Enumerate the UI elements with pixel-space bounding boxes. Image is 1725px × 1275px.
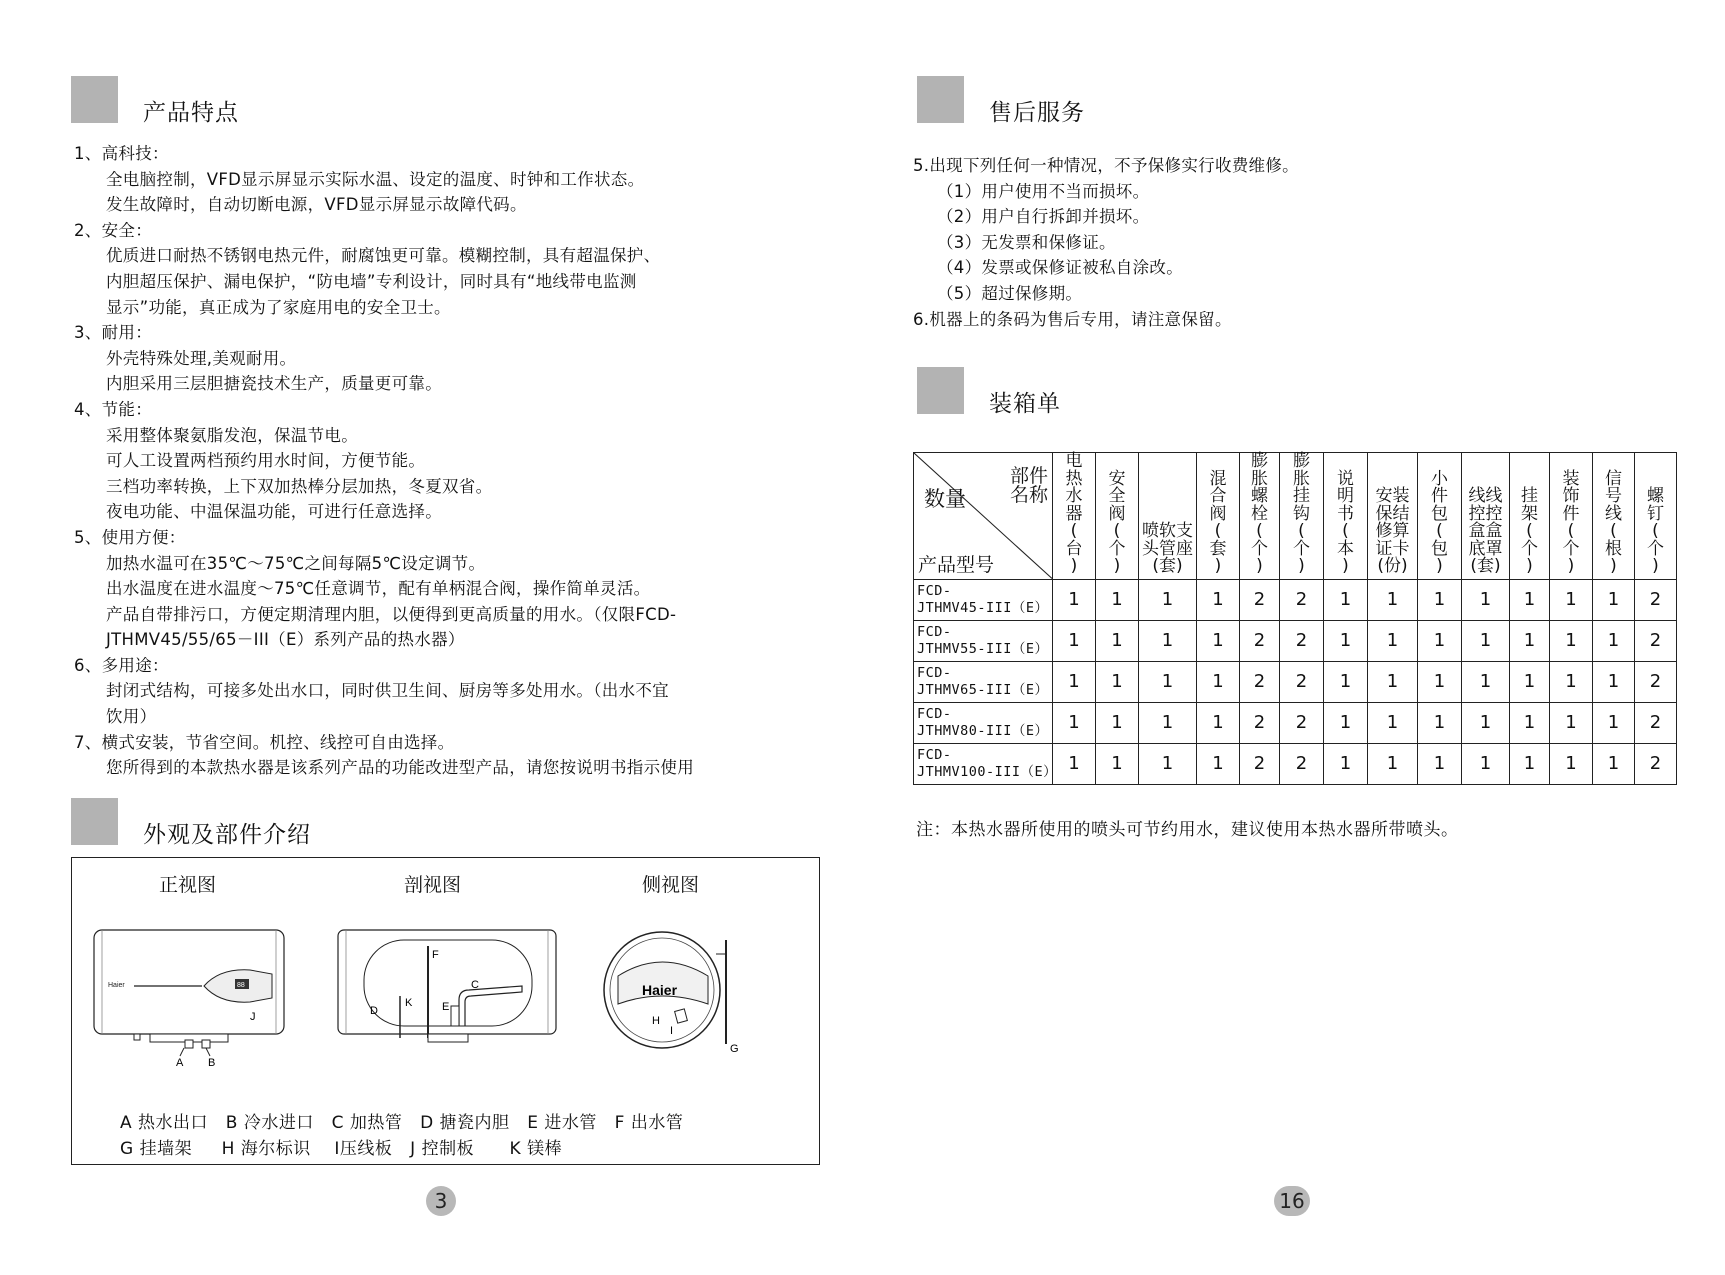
quantity-cell: 1 xyxy=(1197,702,1240,743)
col-header: 安装保结修算证卡(份) xyxy=(1368,453,1418,580)
quantity-cell: 2 xyxy=(1240,743,1280,784)
feature-line: 1、高科技： xyxy=(74,144,169,163)
front-logo: Haier xyxy=(108,982,125,989)
quantity-cell: 1 xyxy=(1510,661,1550,702)
side-logo: Haier xyxy=(642,982,678,998)
feature-line: 三档功率转换，上下双加热棒分层加热，冬夏双省。 xyxy=(106,476,493,496)
features-title: 产品特点 xyxy=(143,100,239,126)
corner-model-label: 产品型号 xyxy=(918,554,995,576)
page-number-left: 3 xyxy=(426,1186,456,1216)
quantity-cell: 1 xyxy=(1593,661,1635,702)
model-cell: FCD- JTHMV45-III（E） xyxy=(914,579,1053,620)
quantity-cell: 1 xyxy=(1593,620,1635,661)
packing-title: 装箱单 xyxy=(989,391,1061,417)
quantity-cell: 2 xyxy=(1280,661,1324,702)
quantity-cell: 1 xyxy=(1550,579,1593,620)
legend-item: H 海尔标识 xyxy=(221,1139,311,1159)
callout-j: J xyxy=(250,1011,256,1023)
feature-line: 加热水温可在35℃～75℃之间每隔5℃设定调节。 xyxy=(106,553,486,573)
feature-line: 全电脑控制，VFD显示屏显示实际水温、设定的温度、时钟和工作状态。 xyxy=(106,169,645,189)
quantity-cell: 1 xyxy=(1139,579,1197,620)
col-header: 安全阀(个) xyxy=(1096,453,1139,580)
callout-k: K xyxy=(405,997,413,1009)
quantity-cell: 2 xyxy=(1280,702,1324,743)
table-row xyxy=(914,702,1677,743)
table-header-row xyxy=(914,453,1677,580)
quantity-cell: 1 xyxy=(1418,620,1462,661)
quantity-cell: 1 xyxy=(1324,579,1368,620)
col-header: 混合阀(套) xyxy=(1197,453,1240,580)
model-cell: FCD- JTHMV80-III（E） xyxy=(914,702,1053,743)
quantity-cell: 1 xyxy=(1053,743,1096,784)
feature-line: JTHMV45/55/65－III（E）系列产品的热水器） xyxy=(106,630,465,650)
quantity-cell: 1 xyxy=(1053,702,1096,743)
model-cell: FCD- JTHMV55-III（E） xyxy=(914,620,1053,661)
quantity-cell: 1 xyxy=(1550,743,1593,784)
corner-quantity-label: 数量 xyxy=(924,487,966,511)
front-view-title: 正视图 xyxy=(159,874,217,896)
feature-line: 4、节能： xyxy=(74,399,152,419)
side-view-title: 侧视图 xyxy=(642,874,700,896)
quantity-cell: 2 xyxy=(1280,620,1324,661)
service-title: 售后服务 xyxy=(989,100,1085,126)
quantity-cell: 1 xyxy=(1593,702,1635,743)
quantity-cell: 1 xyxy=(1510,620,1550,661)
table-row xyxy=(914,620,1677,661)
feature-line: 出水温度在进水温度～75℃任意调节，配有单柄混合阀，操作简单灵活。 xyxy=(106,579,651,599)
quantity-cell: 1 xyxy=(1053,661,1096,702)
col-header: 线线控控盒盒底罩(套) xyxy=(1462,453,1510,580)
feature-line: 6、多用途： xyxy=(74,655,169,675)
quantity-cell: 2 xyxy=(1635,661,1677,702)
quantity-cell: 1 xyxy=(1593,579,1635,620)
packing-note: 注：本热水器所使用的喷头可节约用水，建议使用本热水器所带喷头。 xyxy=(916,820,1459,840)
side-view-diagram xyxy=(600,914,750,1064)
quantity-cell: 2 xyxy=(1240,620,1280,661)
quantity-cell: 1 xyxy=(1053,579,1096,620)
service-line: （3）无发票和保修证。 xyxy=(937,232,1116,252)
service-line: （5）超过保修期。 xyxy=(937,283,1083,303)
service-line: 6.机器上的条码为售后专用，请注意保留。 xyxy=(913,309,1232,329)
quantity-cell: 1 xyxy=(1139,661,1197,702)
quantity-cell: 2 xyxy=(1635,743,1677,784)
feature-line: 内胆采用三层胆搪瓷技术生产，质量更可靠。 xyxy=(106,374,442,394)
features-text xyxy=(74,141,694,781)
quantity-cell: 1 xyxy=(1096,620,1139,661)
table-row xyxy=(914,743,1677,784)
quantity-cell: 1 xyxy=(1053,620,1096,661)
feature-line: 发生故障时，自动切断电源，VFD显示屏显示故障代码。 xyxy=(106,195,527,215)
quantity-cell: 1 xyxy=(1197,620,1240,661)
front-display: 88 xyxy=(237,982,245,989)
feature-line: 外壳特殊处理,美观耐用。 xyxy=(106,348,297,368)
service-text xyxy=(913,153,1299,332)
quantity-cell: 2 xyxy=(1280,579,1324,620)
quantity-cell: 1 xyxy=(1510,702,1550,743)
quantity-cell: 1 xyxy=(1139,620,1197,661)
quantity-cell: 1 xyxy=(1197,579,1240,620)
feature-line: 封闭式结构，可接多处出水口，同时供卫生间、厨房等多处用水。（出水不宜 xyxy=(106,681,669,701)
corner-cell xyxy=(914,453,1053,580)
quantity-cell: 1 xyxy=(1418,661,1462,702)
feature-line: 可人工设置两档预约用水时间，方便节能。 xyxy=(106,451,426,471)
legend-item: I压线板 xyxy=(334,1139,393,1159)
service-line: （1）用户使用不当而损坏。 xyxy=(937,181,1150,201)
quantity-cell: 1 xyxy=(1197,661,1240,702)
quantity-cell: 1 xyxy=(1510,743,1550,784)
legend-item: E 进水管 xyxy=(527,1113,597,1133)
callout-f: F xyxy=(432,949,439,961)
col-header: 电热水器(台) xyxy=(1053,453,1096,580)
quantity-cell: 2 xyxy=(1635,620,1677,661)
quantity-cell: 1 xyxy=(1096,579,1139,620)
feature-line: 优质进口耐热不锈钢电热元件，耐腐蚀更可靠。模糊控制，具有超温保护、 xyxy=(106,246,661,266)
quantity-cell: 1 xyxy=(1462,620,1510,661)
legend-item: D 搪瓷内胆 xyxy=(420,1113,510,1133)
feature-line: 内胆超压保护、漏电保护，“防电墙”专利设计，同时具有“地线带电监测 xyxy=(106,271,637,291)
quantity-cell: 2 xyxy=(1280,743,1324,784)
quantity-cell: 1 xyxy=(1139,743,1197,784)
appearance-title: 外观及部件介绍 xyxy=(143,822,311,848)
quantity-cell: 1 xyxy=(1324,743,1368,784)
quantity-cell: 2 xyxy=(1635,702,1677,743)
quantity-cell: 1 xyxy=(1096,743,1139,784)
table-row xyxy=(914,579,1677,620)
callout-d: D xyxy=(370,1005,378,1017)
col-header: 挂架(个) xyxy=(1510,453,1550,580)
col-header: 膨胀挂钩(个) xyxy=(1280,453,1324,580)
feature-line: 夜电功能、中温保温功能，可进行任意选择。 xyxy=(106,502,442,522)
col-header: 喷软支头管座(套) xyxy=(1139,453,1197,580)
feature-line: 3、耐用： xyxy=(74,323,152,343)
quantity-cell: 1 xyxy=(1418,702,1462,743)
callout-c: C xyxy=(471,979,479,991)
quantity-cell: 1 xyxy=(1096,661,1139,702)
callout-i: I xyxy=(670,1025,674,1037)
col-header: 说明书(本) xyxy=(1324,453,1368,580)
col-header: 膨胀螺栓(个) xyxy=(1240,453,1280,580)
quantity-cell: 1 xyxy=(1418,579,1462,620)
feature-line: 您所得到的本款热水器是该系列产品的功能改进型产品，请您按说明书指示使用 xyxy=(106,758,694,778)
feature-line: 采用整体聚氨脂发泡，保温节电。 xyxy=(106,425,358,445)
quantity-cell: 1 xyxy=(1368,702,1418,743)
legend-item: C 加热管 xyxy=(331,1113,403,1133)
front-view-diagram xyxy=(90,926,290,1066)
quantity-cell: 1 xyxy=(1510,579,1550,620)
quantity-cell: 1 xyxy=(1550,661,1593,702)
parts-legend-row-1 xyxy=(120,1108,683,1133)
quantity-cell: 1 xyxy=(1462,702,1510,743)
legend-item: A 热水出口 xyxy=(120,1113,209,1133)
page-number-right: 16 xyxy=(1274,1186,1310,1216)
quantity-cell: 1 xyxy=(1368,661,1418,702)
section-marker xyxy=(71,798,118,845)
quantity-cell: 1 xyxy=(1368,743,1418,784)
section-view-title: 剖视图 xyxy=(404,874,462,896)
legend-item: B 冷水进口 xyxy=(225,1113,314,1133)
parts-diagram-box xyxy=(71,857,820,1165)
table-row xyxy=(914,661,1677,702)
section-marker xyxy=(917,76,964,123)
col-header: 螺钉(个) xyxy=(1635,453,1677,580)
quantity-cell: 2 xyxy=(1635,579,1677,620)
legend-item: J 控制板 xyxy=(410,1139,475,1159)
parts-legend-row-2 xyxy=(120,1134,562,1159)
quantity-cell: 1 xyxy=(1550,620,1593,661)
quantity-cell: 1 xyxy=(1368,579,1418,620)
col-header: 小件包(包) xyxy=(1418,453,1462,580)
callout-b: B xyxy=(208,1057,216,1066)
feature-line: 饮用） xyxy=(106,707,157,727)
quantity-cell: 1 xyxy=(1462,661,1510,702)
feature-line: 产品自带排污口，方便定期清理内胆，以便得到更高质量的用水。（仅限FCD- xyxy=(106,604,677,624)
quantity-cell: 1 xyxy=(1324,620,1368,661)
corner-parts-label: 部件名称 xyxy=(1009,465,1048,506)
feature-line: 2、安全： xyxy=(74,220,152,240)
service-line: （2）用户自行拆卸并损坏。 xyxy=(937,207,1150,227)
quantity-cell: 2 xyxy=(1240,661,1280,702)
service-line: 5.出现下列任何一种情况，不予保修实行收费维修。 xyxy=(913,156,1299,175)
quantity-cell: 1 xyxy=(1139,702,1197,743)
section-view-diagram xyxy=(334,926,564,1066)
section-marker xyxy=(71,76,118,123)
quantity-cell: 1 xyxy=(1462,579,1510,620)
section-marker xyxy=(917,367,964,414)
service-line: （4）发票或保修证被私自涂改。 xyxy=(937,258,1183,278)
legend-item: G 挂墙架 xyxy=(120,1139,193,1159)
legend-item: F 出水管 xyxy=(614,1113,684,1133)
quantity-cell: 1 xyxy=(1418,743,1462,784)
quantity-cell: 1 xyxy=(1593,743,1635,784)
quantity-cell: 1 xyxy=(1324,661,1368,702)
model-cell: FCD- JTHMV100-III（E） xyxy=(914,743,1053,784)
feature-line: 5、使用方便： xyxy=(74,527,186,547)
quantity-cell: 2 xyxy=(1240,702,1280,743)
col-header: 信号线(根) xyxy=(1593,453,1635,580)
packing-list-table xyxy=(913,452,1677,785)
legend-item: K 镁棒 xyxy=(509,1139,563,1159)
callout-e: E xyxy=(442,1001,450,1013)
quantity-cell: 2 xyxy=(1240,579,1280,620)
feature-line: 7、横式安装，节省空间。机控、线控可自由选择。 xyxy=(74,732,455,752)
callout-g: G xyxy=(730,1043,739,1055)
callout-h: H xyxy=(652,1015,660,1027)
quantity-cell: 1 xyxy=(1096,702,1139,743)
col-header: 装饰件(个) xyxy=(1550,453,1593,580)
callout-a: A xyxy=(176,1057,184,1066)
feature-line: 显示”功能，真正成为了家庭用电的安全卫士。 xyxy=(106,297,451,317)
model-cell: FCD- JTHMV65-III（E） xyxy=(914,661,1053,702)
quantity-cell: 1 xyxy=(1197,743,1240,784)
quantity-cell: 1 xyxy=(1368,620,1418,661)
quantity-cell: 1 xyxy=(1462,743,1510,784)
quantity-cell: 1 xyxy=(1550,702,1593,743)
quantity-cell: 1 xyxy=(1324,702,1368,743)
